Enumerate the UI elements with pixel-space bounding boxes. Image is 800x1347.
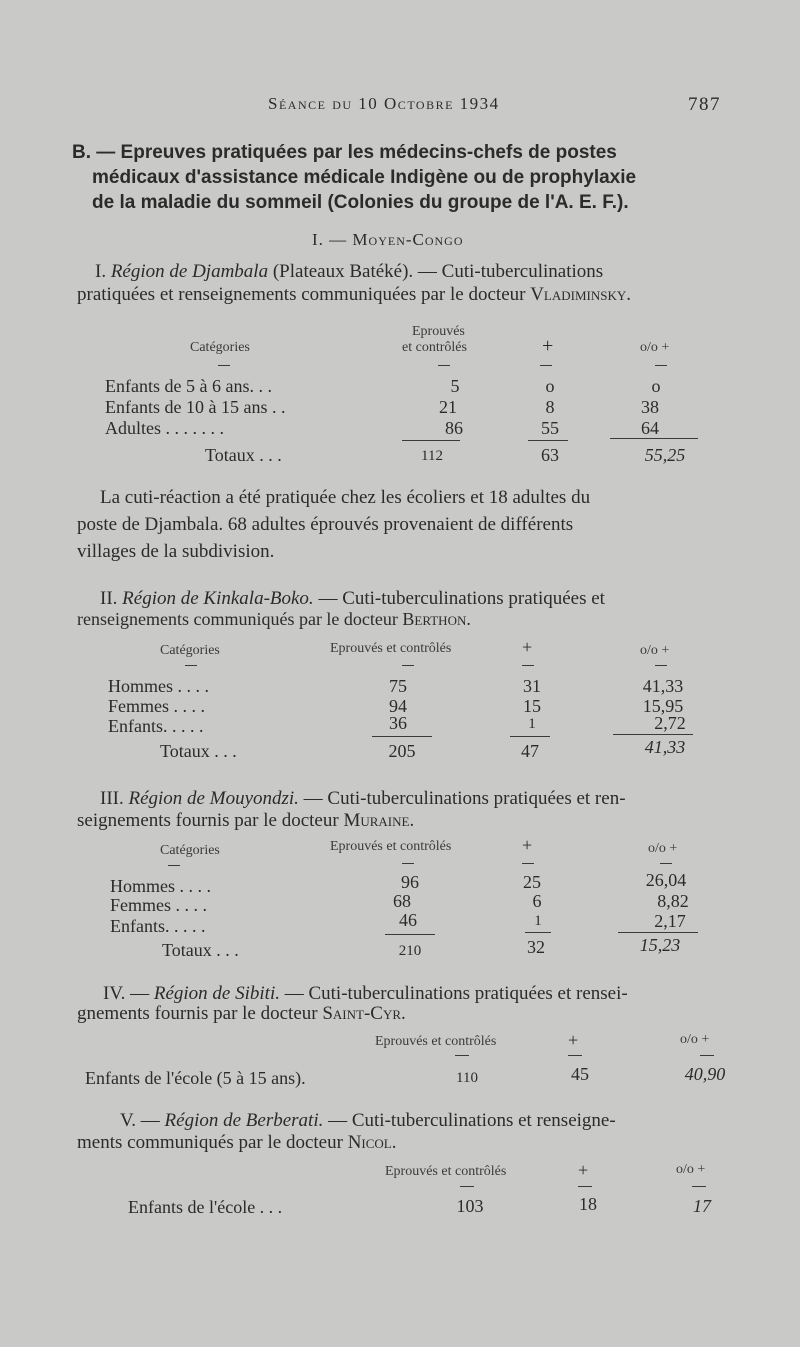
section-title-line: médicaux d'assistance médicale Indigène ou de prophylaxie bbox=[92, 167, 637, 188]
section-title-line: de la maladie du sommeil (Colonies du groupe de l'A. E. F.). bbox=[92, 192, 629, 213]
dash bbox=[660, 863, 672, 864]
table-3-row-cat: Enfants. . . . . bbox=[110, 916, 206, 936]
table-2-cell: 1 bbox=[528, 716, 536, 732]
table-5-cell: 18 bbox=[579, 1194, 597, 1214]
region-3-heading bbox=[100, 788, 626, 810]
section-title-line: B. — Epreuves pratiquées par les médecins-chefs de postes bbox=[72, 142, 617, 163]
table-1-cell: 5 bbox=[450, 376, 460, 396]
dash bbox=[522, 665, 534, 666]
table-3-cell: 8,82 bbox=[657, 891, 689, 911]
region-1-note: La cuti-réaction a été pratiquée chez les écoliers et 18 adultes du bbox=[100, 487, 591, 508]
region-3-num: III. bbox=[100, 788, 124, 809]
table-3-cell: 25 bbox=[523, 872, 541, 892]
region-3-text: — Cuti-tuberculinations pratiquées et ren- bbox=[298, 788, 626, 809]
region-1-doctor: Vladiminsky. bbox=[530, 284, 632, 305]
region-4-text: — Cuti-tuberculinations pratiquées et rensei- bbox=[279, 983, 628, 1004]
dash bbox=[522, 863, 534, 864]
table-1-total-cell: 55,25 bbox=[644, 445, 686, 465]
table-2-cell: 15 bbox=[523, 696, 541, 716]
region-4-name: Région de Sibiti. bbox=[153, 983, 280, 1004]
region-5-heading bbox=[120, 1110, 616, 1132]
table-1-header-eprouves: Eprouvés bbox=[412, 324, 465, 339]
total-rule bbox=[510, 736, 550, 737]
table-1-row-cat: Enfants de 10 à 15 ans . . bbox=[105, 397, 286, 417]
dash bbox=[402, 863, 414, 864]
table-5-header-plus: + bbox=[578, 1160, 589, 1180]
table-2-cell: 41,33 bbox=[642, 676, 684, 696]
region-2-heading bbox=[100, 588, 605, 610]
header-title: Séance du 10 Octobre 1934 bbox=[268, 94, 500, 113]
table-2-total-cell: 41,33 bbox=[644, 737, 686, 757]
region-5-text: — Cuti-tuberculinations et renseigne- bbox=[323, 1110, 616, 1131]
table-1-header-plus: + bbox=[542, 335, 554, 357]
region-4-line2 bbox=[77, 1003, 406, 1025]
table-1-header-pct: o/o + bbox=[640, 340, 670, 355]
region-1-name: Région de Djambala bbox=[110, 261, 269, 282]
total-rule bbox=[610, 438, 698, 439]
region-1-note: villages de la subdivision. bbox=[77, 541, 275, 562]
table-2-cell: 15,95 bbox=[642, 696, 684, 716]
table-3-cell: 46 bbox=[399, 910, 417, 930]
region-1-num: I. bbox=[95, 261, 107, 282]
table-1-cell: o bbox=[545, 376, 555, 396]
table-3-header-categories: Catégories bbox=[160, 843, 220, 858]
total-rule bbox=[528, 440, 568, 441]
dash bbox=[655, 365, 667, 366]
table-3-cell: 68 bbox=[393, 891, 411, 911]
table-1-row-cat: Enfants de 5 à 6 ans. . . bbox=[105, 376, 272, 396]
table-3-cell: 96 bbox=[401, 872, 419, 892]
table-3-header-plus: + bbox=[522, 835, 533, 855]
table-5-header-eprouves: Eprouvés et contrôlés bbox=[385, 1164, 507, 1179]
table-5-cell: 17 bbox=[693, 1196, 711, 1216]
region-5-num: V. — bbox=[120, 1110, 165, 1131]
region-3-line2 bbox=[77, 810, 414, 832]
table-4-cell: 40,90 bbox=[684, 1064, 726, 1084]
table-2-row-cat: Enfants. . . . . bbox=[108, 716, 204, 736]
region-5-doctor: Nicol. bbox=[347, 1132, 397, 1153]
table-3-cell: 6 bbox=[532, 891, 542, 911]
table-2-total-cell: 47 bbox=[521, 741, 539, 761]
region-3-name: Région de Mouyondzi. bbox=[128, 788, 299, 809]
table-1-header-categories: Catégories bbox=[190, 340, 250, 355]
table-4-cell: 110 bbox=[456, 1070, 478, 1086]
table-1-total-label: Totaux . . . bbox=[205, 445, 282, 465]
table-1-cell: 55 bbox=[541, 418, 559, 438]
dash bbox=[402, 665, 414, 666]
table-1-total-cell: 112 bbox=[421, 448, 443, 464]
table-2-cell: 31 bbox=[523, 676, 541, 696]
table-1-cell: o bbox=[651, 376, 661, 396]
dash bbox=[218, 365, 230, 366]
table-2-total-label: Totaux . . . bbox=[160, 741, 237, 761]
dash bbox=[578, 1186, 592, 1187]
total-rule bbox=[613, 734, 693, 735]
region-2-num: II. bbox=[100, 588, 118, 609]
table-2-cell: 36 bbox=[389, 713, 407, 733]
table-1-cell: 8 bbox=[545, 397, 555, 417]
region-5-line2 bbox=[77, 1132, 397, 1154]
dash bbox=[700, 1055, 714, 1056]
region-4-text2: gnements fournis par le docteur bbox=[77, 1003, 323, 1024]
table-1-cell: 21 bbox=[439, 397, 457, 417]
table-3-total-label: Totaux . . . bbox=[162, 940, 239, 960]
table-2-cell: 94 bbox=[389, 696, 407, 716]
section-title bbox=[72, 140, 732, 215]
region-4-num: IV. — bbox=[103, 983, 154, 1004]
table-3-header-eprouves: Eprouvés et contrôlés bbox=[330, 839, 452, 854]
table-2-header-pct: o/o + bbox=[640, 643, 670, 658]
table-1-cell: 38 bbox=[641, 397, 659, 417]
region-2-doctor: Berthon. bbox=[402, 609, 471, 629]
total-rule bbox=[525, 932, 551, 933]
table-3-cell: 26,04 bbox=[645, 870, 687, 890]
table-4-row-cat: Enfants de l'école (5 à 15 ans). bbox=[85, 1068, 306, 1088]
table-2-cell: 2,72 bbox=[654, 713, 686, 733]
table-2-header-plus: + bbox=[522, 637, 533, 657]
dash bbox=[568, 1055, 582, 1056]
table-3-cell: 2,17 bbox=[654, 911, 686, 931]
dash bbox=[438, 365, 450, 366]
table-3-total-cell: 15,23 bbox=[639, 935, 681, 955]
dash bbox=[168, 865, 180, 866]
table-2-cell: 75 bbox=[389, 676, 407, 696]
dash bbox=[185, 665, 197, 666]
table-3-total-cell: 32 bbox=[527, 937, 545, 957]
table-1-cell: 86 bbox=[445, 418, 463, 438]
region-2-line2 bbox=[77, 608, 471, 630]
table-3-header-pct: o/o + bbox=[648, 841, 678, 856]
total-rule bbox=[618, 932, 698, 933]
region-1-note: poste de Djambala. 68 adultes éprouvés provenaient de différents bbox=[77, 514, 574, 535]
table-2-row-cat: Femmes . . . . bbox=[108, 696, 205, 716]
region-2-text2: renseignements communiqués par le docteur bbox=[77, 609, 403, 629]
region-5-name: Région de Berberati. bbox=[164, 1110, 324, 1131]
table-3-cell: 1 bbox=[534, 913, 542, 929]
table-4-cell: 45 bbox=[571, 1064, 589, 1084]
table-4-header-plus: + bbox=[568, 1030, 579, 1050]
total-rule bbox=[372, 736, 432, 737]
table-4-header-pct: o/o + bbox=[680, 1032, 710, 1047]
total-rule bbox=[385, 934, 435, 935]
subtitle-text: I. — Moyen-Congo bbox=[312, 230, 464, 249]
table-1-row-cat: Adultes . . . . . . . bbox=[105, 418, 224, 438]
region-3-text2: seignements fournis par le docteur bbox=[77, 810, 344, 831]
region-1-text: (Plateaux Batéké). — Cuti-tuberculinations bbox=[268, 261, 604, 282]
region-1-line2 bbox=[77, 284, 631, 306]
region-5-text2: ments communiqués par le docteur bbox=[77, 1132, 348, 1153]
region-2-text: — Cuti-tuberculinations pratiquées et bbox=[313, 588, 605, 609]
table-5-header-pct: o/o + bbox=[676, 1162, 706, 1177]
table-1-header-controles: et contrôlés bbox=[402, 340, 467, 355]
table-5-row-cat: Enfants de l'école . . . bbox=[128, 1197, 283, 1217]
table-1-cell: 64 bbox=[641, 418, 659, 438]
table-3-row-cat: Femmes . . . . bbox=[110, 895, 207, 915]
total-rule bbox=[402, 440, 460, 441]
table-3-total-cell: 210 bbox=[398, 943, 422, 959]
table-1-total-cell: 63 bbox=[541, 445, 559, 465]
region-4-doctor: Saint-Cyr. bbox=[322, 1003, 406, 1024]
subtitle-moyen-congo bbox=[312, 230, 464, 250]
table-4-header-eprouves: Eprouvés et contrôlés bbox=[375, 1034, 497, 1049]
dash bbox=[692, 1186, 706, 1187]
table-5-cell: 103 bbox=[456, 1196, 484, 1216]
dash bbox=[455, 1055, 469, 1056]
table-2-header-eprouves: Eprouvés et contrôlés bbox=[330, 641, 452, 656]
region-2-name: Région de Kinkala-Boko. bbox=[122, 588, 314, 609]
dash bbox=[655, 665, 667, 666]
region-3-doctor: Muraine. bbox=[343, 810, 415, 831]
dash bbox=[540, 365, 552, 366]
page-number: 787 bbox=[688, 94, 721, 115]
table-2-total-cell: 205 bbox=[388, 741, 416, 761]
table-3-row-cat: Hommes . . . . bbox=[110, 876, 211, 896]
region-4-heading bbox=[103, 983, 628, 1005]
dash bbox=[460, 1186, 474, 1187]
table-2-row-cat: Hommes . . . . bbox=[108, 676, 209, 696]
region-1-text2: pratiquées et renseignements communiquées par le docteur bbox=[77, 284, 531, 305]
region-1-heading bbox=[95, 261, 603, 283]
table-2-header-categories: Catégories bbox=[160, 643, 220, 658]
